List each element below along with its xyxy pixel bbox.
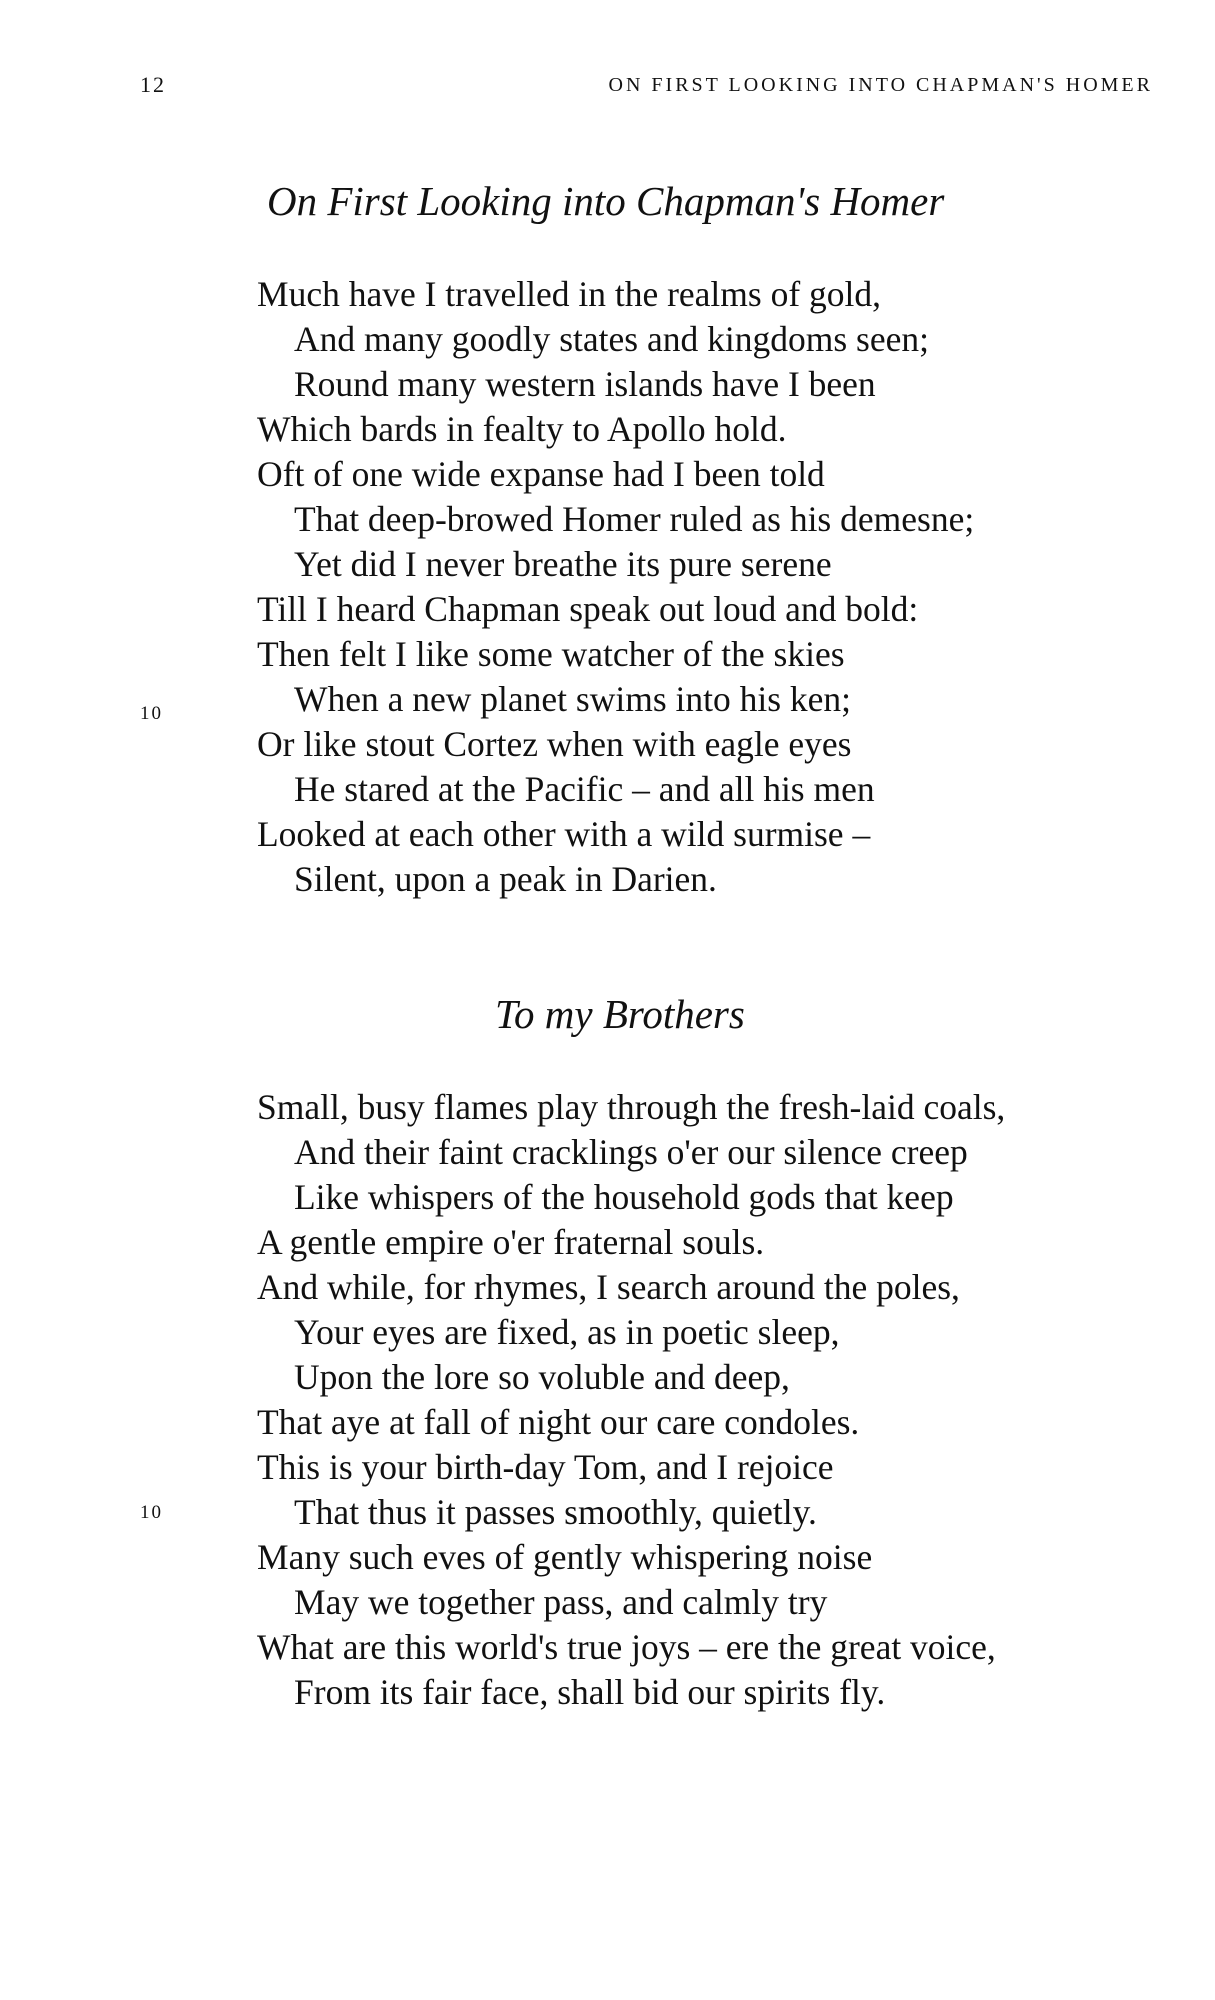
poem-line: Silent, upon a peak in Darien.: [294, 859, 717, 899]
poem-line: Upon the lore so voluble and deep,: [294, 1357, 790, 1397]
poem-line: Much have I travelled in the realms of gold,: [257, 274, 882, 314]
poem-line: Then felt I like some watcher of the skies: [257, 634, 845, 674]
poem-line: That thus it passes smoothly, quietly.: [294, 1492, 817, 1532]
poem-line: Small, busy flames play through the fresh-laid coals,: [257, 1087, 1006, 1127]
poem-line: He stared at the Pacific – and all his men: [294, 769, 875, 809]
poem-line: That deep-browed Homer ruled as his demesne;: [294, 499, 975, 539]
poem-line: Many such eves of gently whispering noise: [257, 1537, 873, 1577]
poem-line: And their faint cracklings o'er our silence creep: [294, 1132, 968, 1172]
poem-line: Your eyes are fixed, as in poetic sleep,: [294, 1312, 840, 1352]
page-number: 12: [140, 72, 166, 97]
poem-line: Looked at each other with a wild surmise –: [257, 814, 871, 854]
poem-line: From its fair face, shall bid our spirits fly.: [294, 1672, 886, 1712]
line-number-marker: 10: [140, 1502, 163, 1523]
poem-body: [257, 272, 974, 902]
poem-title: To my Brothers: [495, 991, 745, 1037]
poem-line: Till I heard Chapman speak out loud and bold:: [257, 589, 919, 629]
line-number-marker: 10: [140, 703, 163, 724]
poem-line: And while, for rhymes, I search around the poles,: [257, 1267, 960, 1307]
poem-line: And many goodly states and kingdoms seen;: [294, 319, 929, 359]
poem-line: That aye at fall of night our care condoles.: [257, 1402, 860, 1442]
poem-line: Oft of one wide expanse had I been told: [257, 454, 825, 494]
poem-body: [257, 1085, 1005, 1715]
running-head: ON FIRST LOOKING INTO CHAPMAN'S HOMER: [608, 74, 1153, 96]
poem-title: On First Looking into Chapman's Homer: [267, 178, 945, 224]
poem-line: When a new planet swims into his ken;: [294, 679, 852, 719]
poem-line: Round many western islands have I been: [294, 364, 876, 404]
poem-line: A gentle empire o'er fraternal souls.: [257, 1222, 765, 1262]
poem-line: Or like stout Cortez when with eagle eyes: [257, 724, 852, 764]
poem-line: This is your birth-day Tom, and I rejoice: [257, 1447, 834, 1487]
poem-line: May we together pass, and calmly try: [294, 1582, 828, 1622]
poem-line: What are this world's true joys – ere the great voice,: [257, 1627, 996, 1667]
poem-line: Which bards in fealty to Apollo hold.: [257, 409, 787, 449]
poem-line: Yet did I never breathe its pure serene: [294, 544, 832, 584]
poem-line: Like whispers of the household gods that keep: [294, 1177, 954, 1217]
